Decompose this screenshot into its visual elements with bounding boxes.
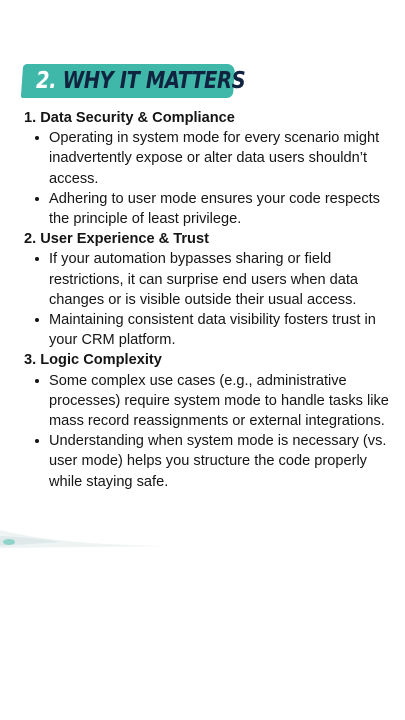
bullet-item: Maintaining consistent data visibility fosters trust in your CRM platform. [24,310,396,350]
bullet-list [24,371,396,492]
section [24,350,396,491]
section [24,229,396,350]
bullet-item: Operating in system mode for every scenario might inadvertently expose or alter data users shouldn’t access. [24,128,396,189]
section-title: 3. Logic Complexity [24,352,162,369]
banner-number: 2. [36,68,57,94]
section [24,108,396,229]
section-title: 1. Data Security & Compliance [24,110,235,126]
banner-title: WHY IT MATTERS [62,68,246,94]
banner-heading [36,64,245,98]
decorative-wave [0,500,405,560]
bullet-item: Some complex use cases (e.g., administrative processes) require system mode to handle tasks like mass record reassignments or external integrations. [24,371,396,432]
bullet-item: Understanding when system mode is necessary (vs. user mode) helps you structure the code properly while staying safe. [24,431,396,492]
bullet-list [24,128,396,229]
bullet-item: If your automation bypasses sharing or field restrictions, it can surprise end users when data changes or is visible outside their usual access. [24,249,396,310]
section-title: 2. User Experience & Trust [24,231,209,248]
bullet-item: Adhering to user mode ensures your code respects the principle of least privilege. [24,189,396,229]
bullet-list [24,249,396,350]
content [24,108,396,492]
